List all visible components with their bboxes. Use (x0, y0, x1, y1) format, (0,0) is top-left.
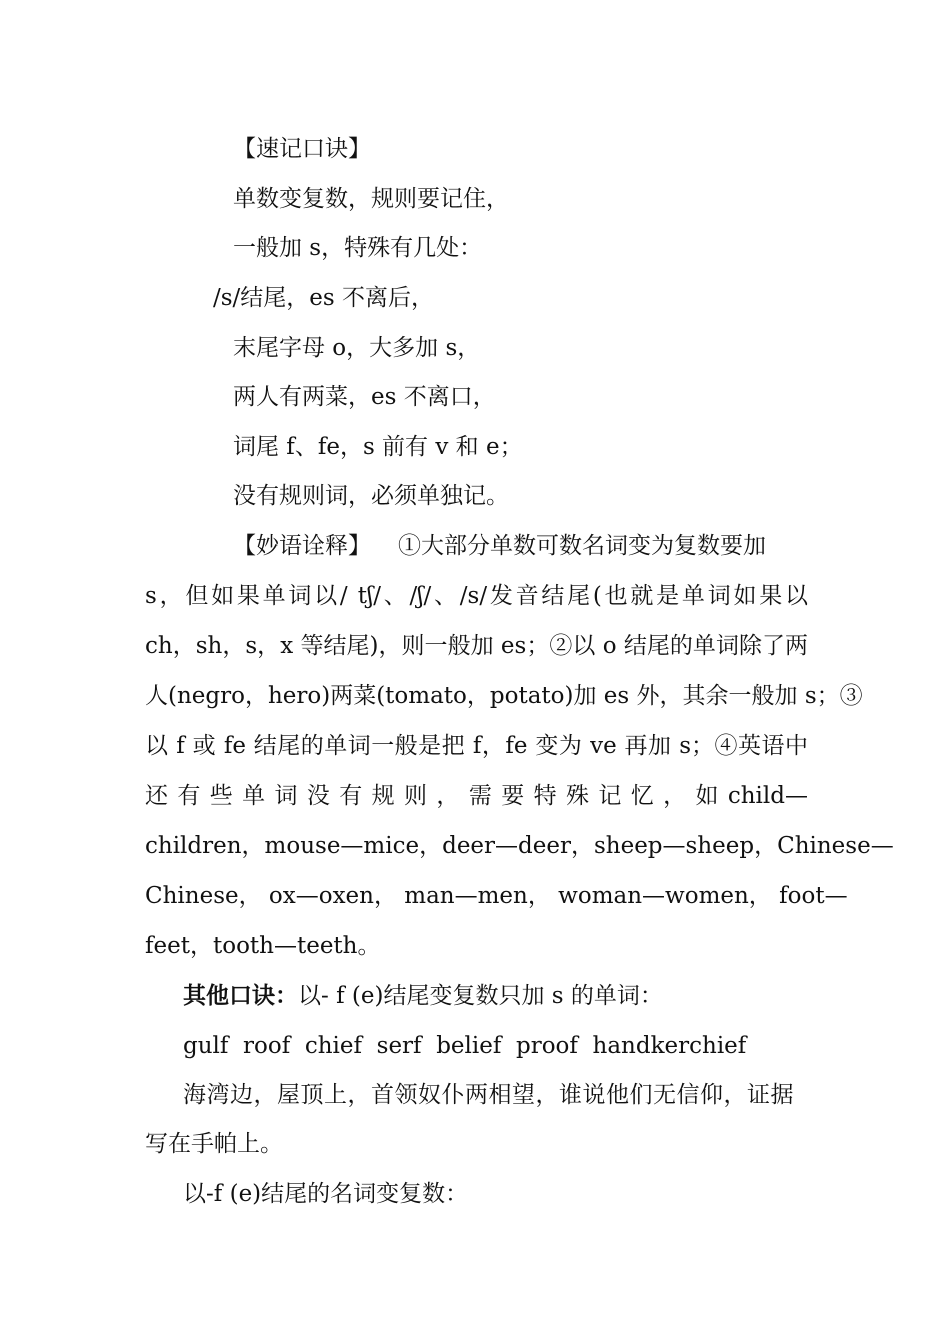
other-mnemonic-line (183, 980, 663, 1012)
explanation-line: 以 f 或 fe 结尾的单词一般是把 f，fe 变为 ve 再加 s；④英语中 (145, 733, 808, 759)
explanation-line: 人(negro，hero)两菜(tomato，potato)加 es 外，其余一般加 s；③ (145, 683, 863, 709)
mnemonic-line: 词尾 f、fe，s 前有 v 和 e； (233, 434, 523, 460)
mnemonic-line: 两人有两菜，es 不离口， (233, 384, 496, 410)
explanation-line: feet，tooth—teeth。 (145, 933, 381, 959)
explanation-line: ①大部分单数可数名词变为复数要加 (398, 533, 766, 559)
mnemonic-line: 末尾字母 o，大多加 s， (233, 335, 481, 361)
section-intro: 以-f (e)结尾的名词变复数： (183, 1181, 469, 1207)
explanation-line: ch，sh，s，x 等结尾)，则一般加 es；②以 o 结尾的单词除了两 (145, 633, 808, 659)
word-list: gulf roof chief serf belief proof handkerchief (183, 1033, 747, 1059)
mnemonic-line: 没有规则词，必须单独记。 (233, 483, 509, 509)
other-mnemonic-intro: 以- f (e)结尾变复数只加 s 的单词： (298, 983, 663, 1009)
explanation-heading: 【妙语诠释】 (233, 533, 371, 559)
explanation-line: children，mouse—mice，deer—deer，sheep—sheep，Chinese— (145, 833, 894, 859)
mnemonic-line: 一般加 s，特殊有几处： (233, 235, 483, 261)
rhyme-line: 海湾边，屋顶上，首领奴仆两相望，谁说他们无信仰，证据 (183, 1082, 794, 1108)
mnemonic-line: 单数变复数，规则要记住， (233, 186, 509, 212)
explanation-line: 还 有 些 单 词 没 有 规 则 ， 需 要 特 殊 记 忆 ， 如 child— (145, 783, 808, 809)
other-mnemonic-label: 其他口诀： (183, 982, 298, 1009)
mnemonic-heading: 【速记口诀】 (233, 136, 371, 162)
mnemonic-line: /s/结尾，es 不离后， (213, 285, 435, 311)
explanation-line: s，但如果单词以/ tʃ/、/ʃ/、/s/发音结尾(也就是单词如果以 (145, 583, 808, 609)
rhyme-line: 写在手帕上。 (145, 1131, 283, 1157)
explanation-line: Chinese， ox—oxen， man—men， woman—women， foot— (145, 883, 848, 909)
